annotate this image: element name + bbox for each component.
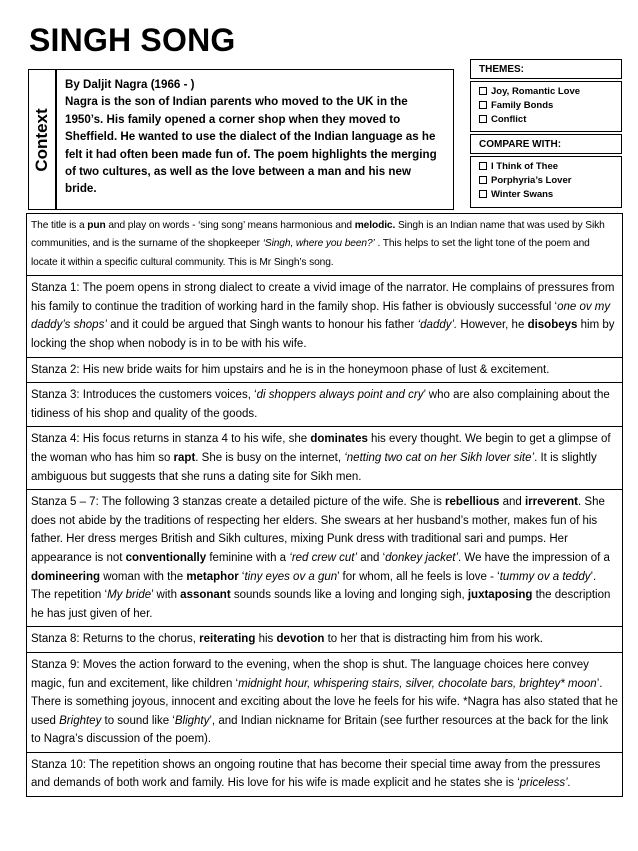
stanza-8-row: Stanza 8: Returns to the chorus, reiterating his devotion to her that is distracting him from his work. [27,627,622,653]
stanza-10-row: Stanza 10: The repetition shows an ongoing routine that has become their special time away from the pressures and demands of both work and family. His love for his wife is made explicit and he states she is ‘priceless’. [31,758,601,790]
title-analysis-row: The title is a pun and play on words - ‘sing song’ means harmonious and melodic. Singh is an Indian name that was used by Sikh communities, and is the surname of the shopkeeper ‘Singh, where you been?’ . This helps to set the light tone of the poem and locate it within a specific cultural community. This is Mr Singh’s song. [27,214,622,276]
themes-heading: THEMES: [470,59,622,79]
list-item: Joy, Romantic Love [479,85,621,99]
list-item: Winter Swans [479,188,621,202]
author-line: By Daljit Nagra (1966 - ) [65,78,195,91]
stanza-2-row: Stanza 2: His new bride waits for him upstairs and he is in the honeymoon phase of lust & excitement. [27,358,622,384]
page-title: SINGH SONG [29,22,236,58]
analysis-table [26,213,623,797]
checkbox-icon [479,115,487,123]
context-label-box [28,69,56,210]
stanza-4-row: Stanza 4: His focus returns in stanza 4 to his wife, she dominates his every thought. We begin to get a glimpse of the woman who has him so rapt. She is busy on the internet, ‘netting two cat on her Sikh lover site’. It is slightly ambiguous but suggests that she runs a dating site for Sikh men. [27,427,622,490]
stanza-9-row: Stanza 9: Moves the action forward to the evening, when the shop is shut. The language choices here convey magic, fun and excitement, like children ‘midnight hour, whispering stairs, silver, chocolate bars, brightey* moon’. There is something joyous, innocent and exciting about the love he feels for his wife. *Nagra has also stated that he used Brightey to sound like ‘Blighty’, and Indian nickname for Britain (see further resources at the back for the link to Nagra’s discussion of the poem). [27,653,622,753]
checkbox-icon [479,162,487,170]
list-item: Porphyria’s Lover [479,174,621,188]
context-intro [56,69,454,210]
stanza-5-7-row: Stanza 5 – 7: The following 3 stanzas create a detailed picture of the wife. She is rebellious and irreverent. She does not abide by the traditions of respecting her elders. She swears at her husband’s mother, makes fun of his father. Her dress merges British and Sikh cultures, mixing Punk dress with traditional sari and pumps. Her appearance is not conventionally feminine with a ‘red crew cut’ and ‘donkey jacket’. We have the impression of a domineering woman with the metaphor ‘tiny eyes ov a gun’ for whom, all he feels is love - ‘tummy ov a teddy’. The repetition ‘My bride’ with assonant sounds sounds like a loving and longing sigh, juxtaposing the description he has just given of her. [27,490,622,627]
checkbox-icon [479,176,487,184]
context-text: Nagra is the son of Indian parents who moved to the UK in the 1950’s. His family opened a corner shop when they moved to Sheffield. He wanted to use the dialect of the Indian language as he felt it had often been made fun of. The poem highlights the merging of two cultures, as well as the love between a man and his new bride. [65,95,437,196]
context-label: Context [32,107,51,172]
list-item: Family Bonds [479,99,621,113]
checkbox-icon [479,101,487,109]
stanza-1-row: Stanza 1: The poem opens in strong dialect to create a vivid image of the narrator. He complains of pressures from his family to continue the tradition of working hard in the family shop. His father is obviously successful ‘one ov my daddy’s shops’ and it could be argued that Singh wants to honour his father ‘daddy’. However, he disobeys him by locking the shop when nobody is in to be with his wife. [27,276,622,357]
themes-list [470,81,622,132]
stanza-3-row: Stanza 3: Introduces the customers voices, ‘di shoppers always point and cry’ who are also complaining about the tidiness of his shop and quality of the goods. [27,383,622,427]
checkbox-icon [479,190,487,198]
compare-heading: COMPARE WITH: [470,134,622,154]
compare-list [470,156,622,208]
list-item: I Think of Thee [479,160,621,174]
checkbox-icon [479,87,487,95]
list-item: Conflict [479,113,621,127]
